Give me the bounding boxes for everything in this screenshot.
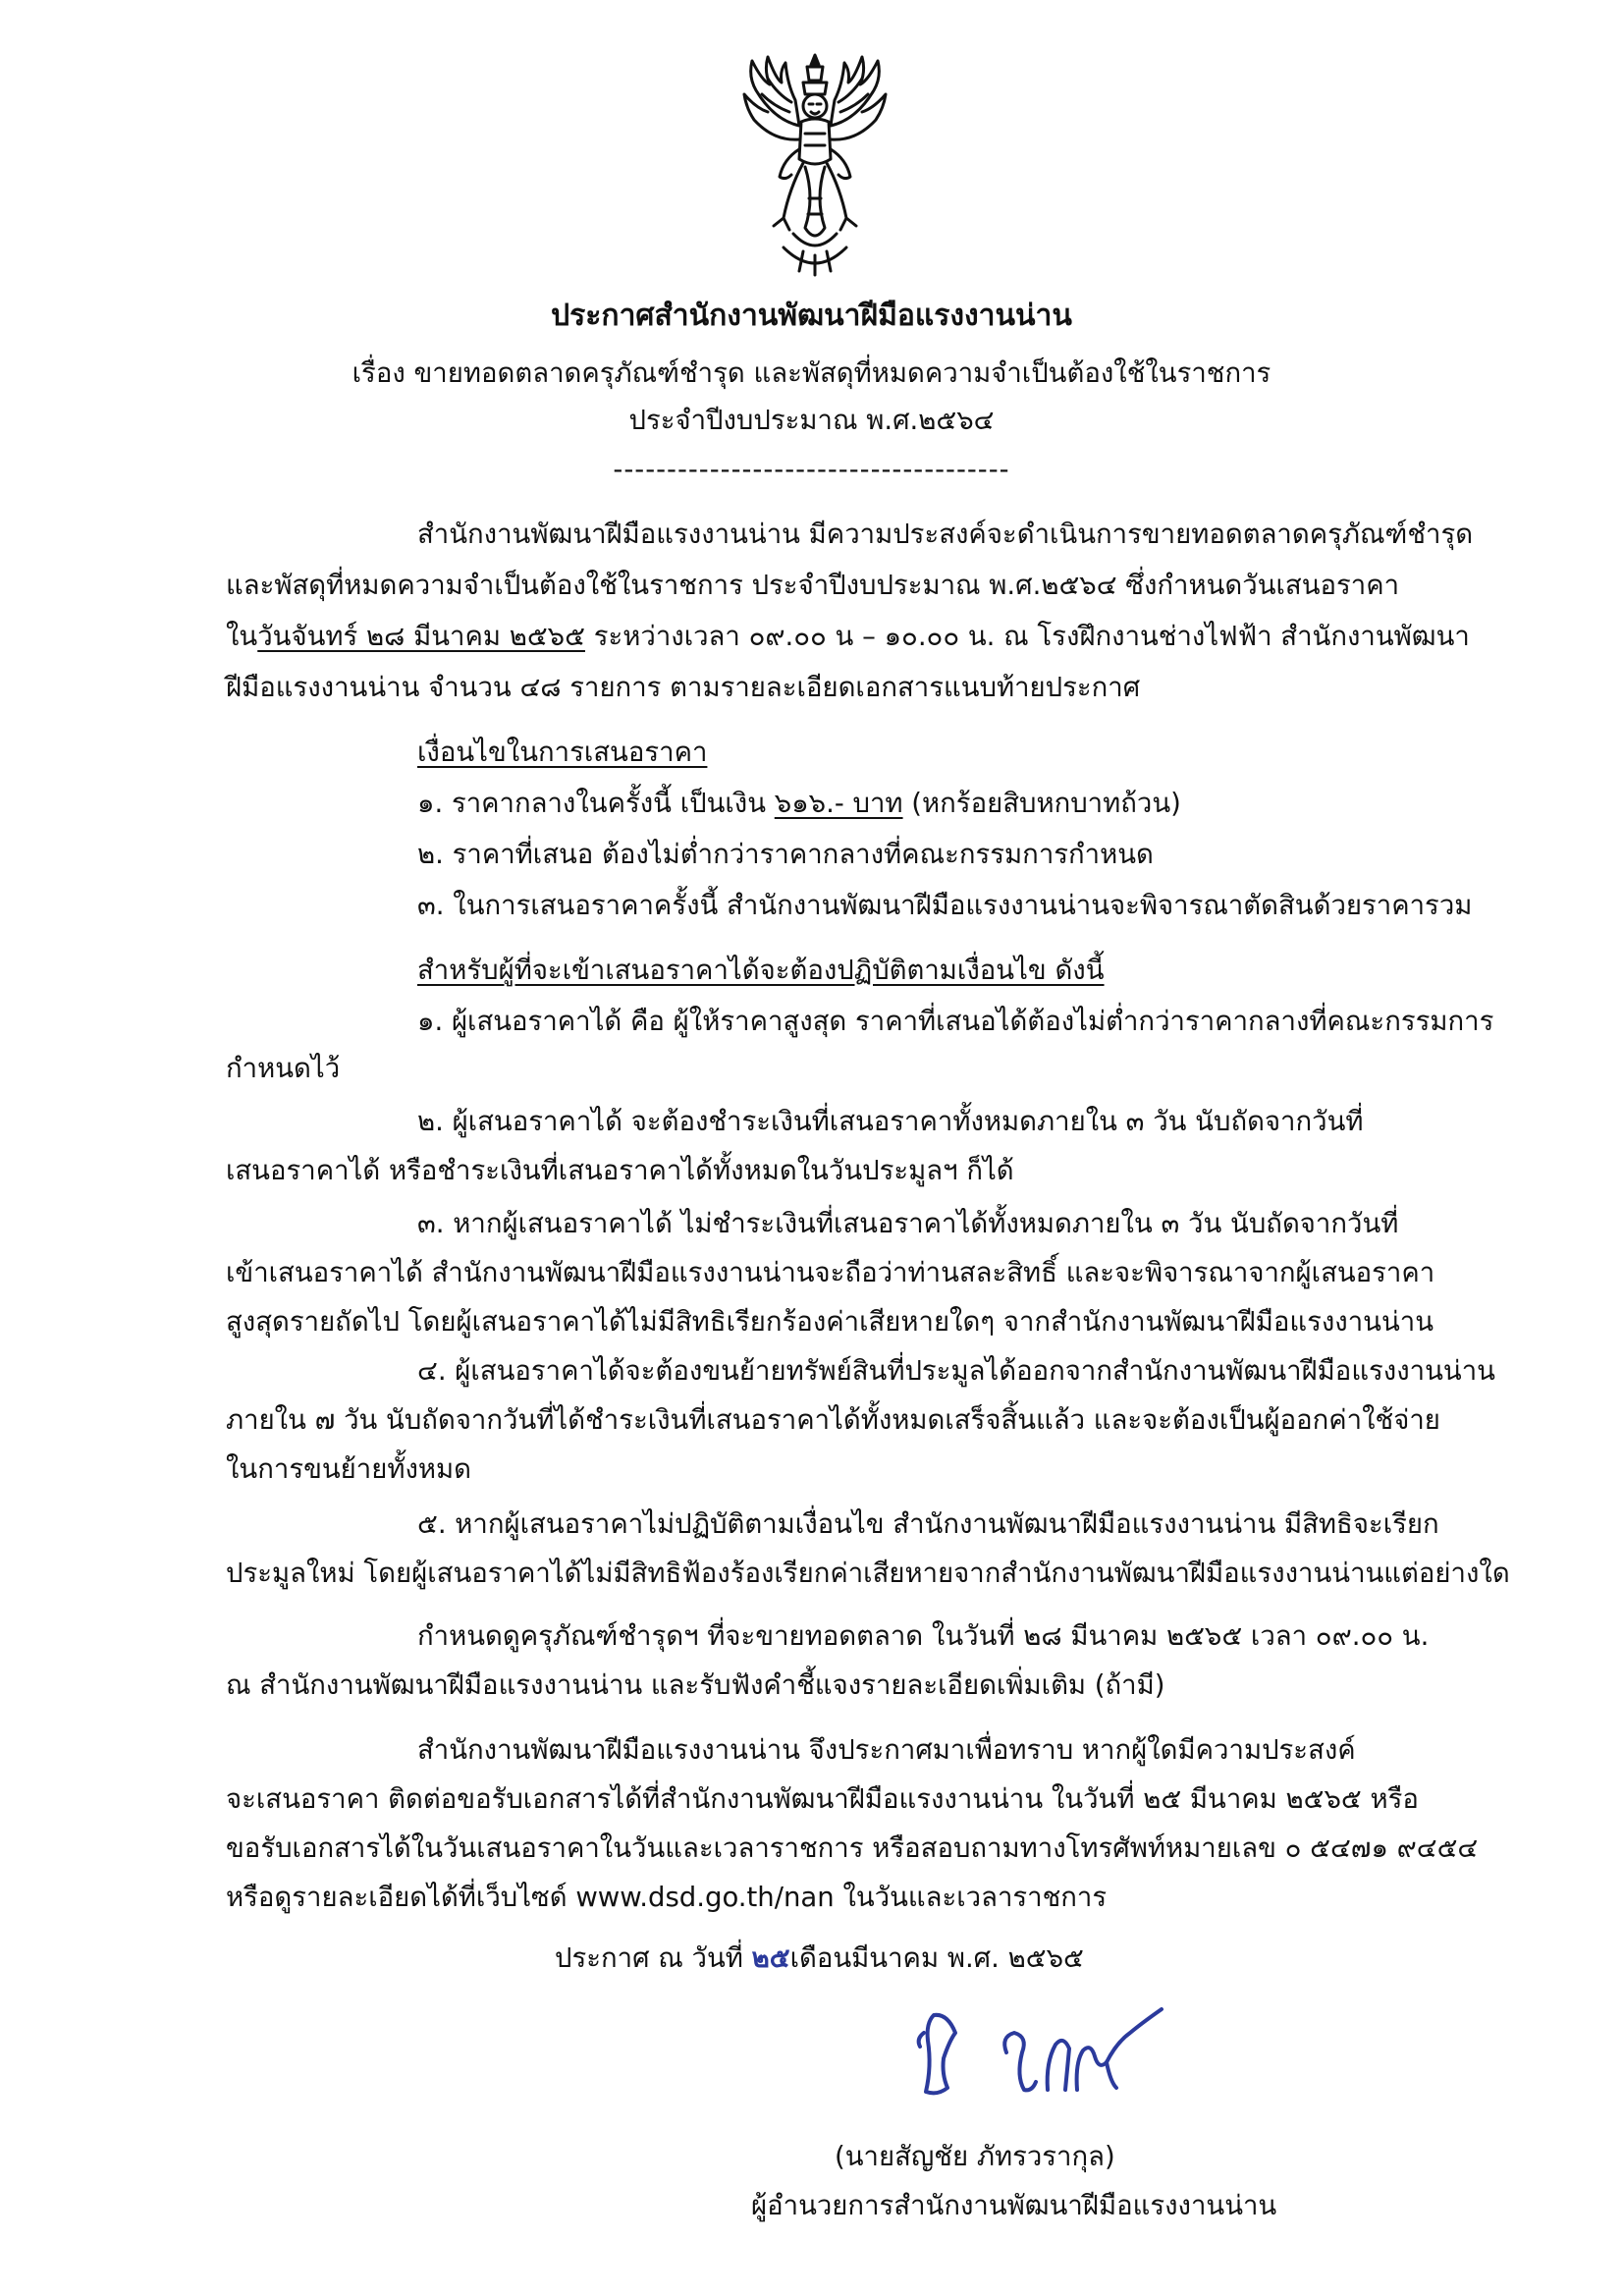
reference-price: ๖๑๖.- บาท xyxy=(774,788,903,819)
contact-line: หรือดูรายละเอียดได้ที่เว็บไซด์ www.dsd.go.th/nan ในวันและเวลาราชการ xyxy=(226,1882,1108,1913)
bid-condition-item: ๓. ในการเสนอราคาครั้งนี้ สำนักงานพัฒนาฝีมือแรงงานน่านจะพิจารณาตัดสินด้วยราคารวม xyxy=(417,890,1473,921)
announcement-subject: เรื่อง ขายทอดตลาดครุภัณฑ์ชำรุด และพัสดุที่หมดความจำเป็นต้องใช้ในราชการ xyxy=(352,357,1271,389)
rule-line: ๒. ผู้เสนอราคาได้ จะต้องชำระเงินที่เสนอราคาทั้งหมดภายใน ๓ วัน นับถัดจากวันที่ xyxy=(417,1106,1364,1137)
date-text: ประกาศ ณ วันที่ xyxy=(555,1942,752,1974)
signature-icon xyxy=(898,1994,1183,2111)
rule-line: ประมูลใหม่ โดยผู้เสนอราคาได้ไม่มีสิทธิฟ้องร้องเรียกค่าเสียหายจากสำนักงานพัฒนาฝีมือแรงงานน่านแต่อย่างใด xyxy=(226,1558,1510,1589)
rule-line: กำหนดไว้ xyxy=(226,1053,341,1084)
rule-line: สูงสุดรายถัดไป โดยผู้เสนอราคาได้ไม่มีสิทธิเรียกร้องค่าเสียหายใดๆ จากสำนักงานพัฒนาฝีมือแรงงานน่าน xyxy=(226,1306,1434,1338)
bid-conditions-heading: เงื่อนไขในการเสนอราคา xyxy=(417,737,708,768)
inspection-line: กำหนดดูครุภัณฑ์ชำรุดฯ ที่จะขายทอดตลาด ในวันที่ ๒๘ มีนาคม ๒๕๖๕ เวลา ๐๙.๐๐ น. xyxy=(417,1620,1430,1652)
rule-line: เสนอราคาได้ หรือชำระเงินที่เสนอราคาได้ทั้งหมดในวันประมูลฯ ก็ได้ xyxy=(226,1155,1014,1186)
bid-date: วันจันทร์ ๒๘ มีนาคม ๒๕๖๕ xyxy=(257,621,585,652)
bid-condition-item xyxy=(417,778,1181,829)
signatory-position: ผู้อำนวยการสำนักงานพัฒนาฝีมือแรงงานน่าน xyxy=(751,2190,1277,2221)
date-text: เดือนมีนาคม พ.ศ. ๒๕๖๕ xyxy=(789,1942,1084,1974)
rule-line: ภายใน ๗ วัน นับถัดจากวันที่ได้ชำระเงินที่เสนอราคาได้ทั้งหมดเสร็จสิ้นแล้ว และจะต้องเป็นผู้ออกค่าใช้จ่าย xyxy=(226,1404,1440,1436)
rule-line: เข้าเสนอราคาได้ สำนักงานพัฒนาฝีมือแรงงานน่านจะถือว่าท่านสละสิทธิ์ และจะพิจารณาจากผู้เสนอราคา xyxy=(226,1257,1435,1288)
condition-text: (หกร้อยสิบหกบาทถ้วน) xyxy=(902,788,1181,819)
announcement-date xyxy=(555,1933,1084,1984)
rule-line: ในการขนย้ายทั้งหมด xyxy=(226,1453,472,1485)
intro-line: และพัสดุที่หมดความจำเป็นต้องใช้ในราชการ ประจำปีงบประมาณ พ.ศ.๒๕๖๔ ซึ่งกำหนดวันเสนอราคา xyxy=(226,570,1400,601)
intro-line xyxy=(226,611,1470,662)
rule-line: ๔. ผู้เสนอราคาได้จะต้องขนย้ายทรัพย์สินที่ประมูลได้ออกจากสำนักงานพัฒนาฝีมือแรงงานน่าน xyxy=(417,1355,1495,1387)
rule-line: ๕. หากผู้เสนอราคาไม่ปฏิบัติตามเงื่อนไข สำนักงานพัฒนาฝีมือแรงงานน่าน มีสิทธิจะเรียก xyxy=(417,1508,1439,1540)
title-divider: ------------------------------------- xyxy=(613,454,1010,485)
contact-line: สำนักงานพัฒนาฝีมือแรงงานน่าน จึงประกาศมาเพื่อทราบ หากผู้ใดมีความประสงค์ xyxy=(417,1734,1356,1766)
fiscal-year: ประจำปีงบประมาณ พ.ศ.๒๕๖๔ xyxy=(628,405,995,436)
rule-line: ๑. ผู้เสนอราคาได้ คือ ผู้ให้ราคาสูงสุด ราคาที่เสนอได้ต้องไม่ต่ำกว่าราคากลางที่คณะกรรมการ xyxy=(417,1006,1494,1037)
intro-line: ฝีมือแรงงานน่าน จำนวน ๔๘ รายการ ตามรายละเอียดเอกสารแนบท้ายประกาศ xyxy=(226,672,1141,703)
inspection-line: ณ สำนักงานพัฒนาฝีมือแรงงานน่าน และรับฟังคำชี้แจงรายละเอียดเพิ่มเติม (ถ้ามี) xyxy=(226,1669,1165,1701)
handwritten-day: ๒๕ xyxy=(751,1942,790,1974)
signatory-name: (นายสัญชัย ภัทรวรากุล) xyxy=(835,2141,1115,2172)
intro-text: ใน xyxy=(226,621,258,652)
condition-text: ๑. ราคากลางในครั้งนี้ เป็นเงิน xyxy=(417,788,775,819)
rule-line: ๓. หากผู้เสนอราคาได้ ไม่ชำระเงินที่เสนอราคาได้ทั้งหมดภายใน ๓ วัน นับถัดจากวันที่ xyxy=(417,1208,1399,1239)
contact-line: ขอรับเอกสารได้ในวันเสนอราคาในวันและเวลาราชการ หรือสอบถามทางโทรศัพท์หมายเลข ๐ ๕๔๗๑ ๙๔๕๔ xyxy=(226,1832,1479,1864)
intro-line: สำนักงานพัฒนาฝีมือแรงงานน่าน มีความประสงค์จะดำเนินการขายทอดตลาดครุภัณฑ์ชำรุด xyxy=(417,519,1474,550)
contact-line: จะเสนอราคา ติดต่อขอรับเอกสารได้ที่สำนักงานพัฒนาฝีมือแรงงานน่าน ในวันที่ ๒๕ มีนาคม ๒๕๖๕ หรือ xyxy=(226,1783,1419,1815)
bidder-rules-heading: สำหรับผู้ที่จะเข้าเสนอราคาได้จะต้องปฏิบัติตามเงื่อนไข ดังนี้ xyxy=(417,955,1105,986)
garuda-emblem-icon xyxy=(734,51,895,279)
announcement-title: ประกาศสำนักงานพัฒนาฝีมือแรงงานน่าน xyxy=(551,299,1072,333)
bid-condition-item: ๒. ราคาที่เสนอ ต้องไม่ต่ำกว่าราคากลางที่คณะกรรมการกำหนด xyxy=(417,839,1154,870)
intro-text: ระหว่างเวลา ๐๙.๐๐ น – ๑๐.๐๐ น. ณ โรงฝึกงานช่างไฟฟ้า สำนักงานพัฒนา xyxy=(584,621,1470,652)
